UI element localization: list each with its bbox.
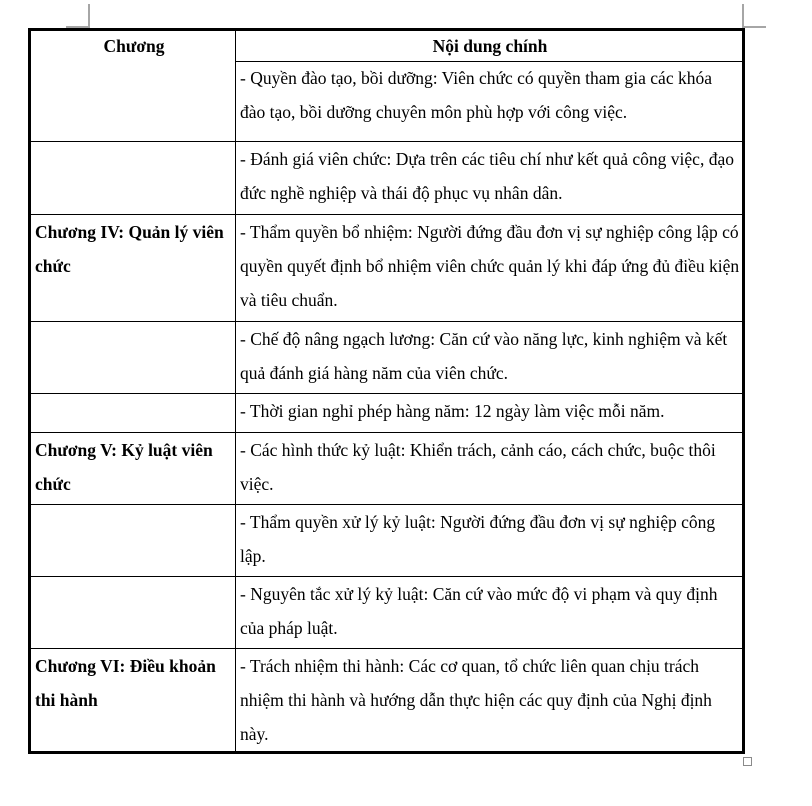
table-row [30, 649, 744, 753]
table-cell-content[interactable]: - Các hình thức kỷ luật: Khiển trách, cảnh cáo, cách chức, buộc thôi việc. [236, 433, 744, 505]
table-cell-chapter[interactable] [30, 505, 236, 577]
table-header-row [30, 30, 744, 62]
header-content[interactable]: Nội dung chính [236, 30, 744, 62]
table-cell-content[interactable]: - Chế độ nâng ngạch lương: Căn cứ vào năng lực, kinh nghiệm và kết quả đánh giá hàng năm của viên chức. [236, 322, 744, 394]
table-cell-chapter[interactable] [30, 142, 236, 215]
page-corner-mark-top-left [66, 4, 90, 28]
table-cell-content[interactable]: - Đánh giá viên chức: Dựa trên các tiêu chí như kết quả công việc, đạo đức nghề nghiệp và thái độ phục vụ nhân dân. [236, 142, 744, 215]
table-cell-content[interactable]: - Thẩm quyền xử lý kỷ luật: Người đứng đầu đơn vị sự nghiệp công lập. [236, 505, 744, 577]
table-cell-chapter[interactable]: Chương VI: Điều khoản thi hành [30, 649, 236, 753]
table-cell-chapter[interactable] [30, 394, 236, 433]
page-corner-mark-top-right [742, 4, 766, 28]
table-resize-handle[interactable] [743, 757, 752, 766]
table-cell-content[interactable]: - Thẩm quyền bổ nhiệm: Người đứng đầu đơn vị sự nghiệp công lập có quyền quyết định bổ nhiệm viên chức quản lý khi đáp ứng đủ điều kiện và tiêu chuẩn. [236, 215, 744, 322]
table-cell-content[interactable] [236, 62, 744, 142]
table-row [30, 142, 744, 215]
table-cell-chapter[interactable] [30, 577, 236, 649]
table-cell-chapter[interactable]: Chương V: Kỷ luật viên chức [30, 433, 236, 505]
table-row [30, 394, 744, 433]
table-row [30, 322, 744, 394]
header-chapter[interactable]: Chương [30, 30, 236, 142]
table-row [30, 505, 744, 577]
cell-text: - Quyền đào tạo, bồi dưỡng: Viên chức có quyền tham gia các khóa đào tạo, bồi dưỡng chuyên môn phù hợp với công việc. [240, 68, 712, 122]
table-row [30, 215, 744, 322]
table-cell-content[interactable]: - Trách nhiệm thi hành: Các cơ quan, tổ chức liên quan chịu trách nhiệm thi hành và hướng dẫn thực hiện các quy định của Nghị định này. [236, 649, 744, 753]
table-row [30, 433, 744, 505]
table-cell-chapter[interactable] [30, 322, 236, 394]
content-table[interactable] [28, 28, 745, 754]
table-cell-chapter[interactable]: Chương IV: Quản lý viên chức [30, 215, 236, 322]
table-cell-content[interactable]: - Thời gian nghỉ phép hàng năm: 12 ngày làm việc mỗi năm. [236, 394, 744, 433]
table-cell-content[interactable]: - Nguyên tắc xử lý kỷ luật: Căn cứ vào mức độ vi phạm và quy định của pháp luật. [236, 577, 744, 649]
table-row [30, 577, 744, 649]
